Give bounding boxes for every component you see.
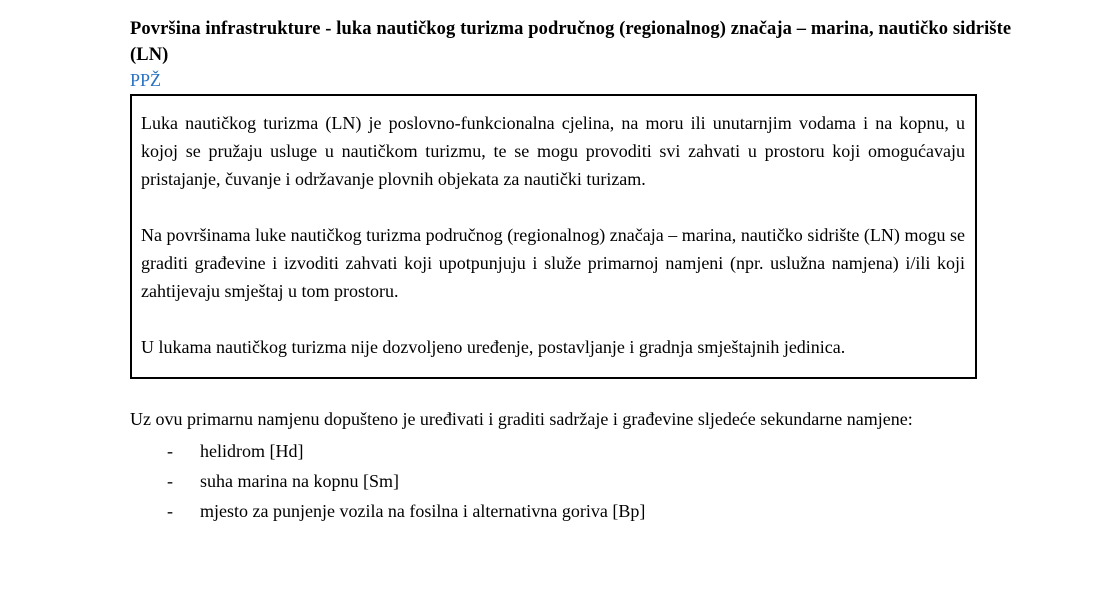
list-item	[130, 436, 1111, 466]
list-item-text: mjesto za punjenje vozila na fosilna i alternativna goriva [Bp]	[200, 501, 646, 521]
ppz-link[interactable]: PPŽ	[130, 70, 162, 90]
dash-marker: -	[167, 441, 173, 461]
box-paragraph-2: Na površinama luke nautičkog turizma područnog (regionalnog) značaja – marina, nautičko sidrište (LN) mogu se graditi građevine i izvoditi zahvati koji upotpunjuju i služe primarnoj namjeni (npr. uslužna namjena) i/ili koji zahtijevaju smještaj u tom prostoru.	[141, 225, 965, 301]
list-item-text: suha marina na kopnu [Sm]	[200, 471, 399, 491]
list-item-text: helidrom [Hd]	[200, 441, 304, 461]
list-item	[130, 496, 1111, 526]
definition-box	[130, 94, 977, 379]
section-title: Površina infrastrukture - luka nautičkog turizma područnog (regionalnog) značaja – marina, nautičko sidrište (LN)	[130, 19, 1012, 65]
list-item	[130, 466, 1111, 496]
dash-marker: -	[167, 471, 173, 491]
box-paragraph-1: Luka nautičkog turizma (LN) je poslovno-funkcionalna cjelina, na moru ili unutarnjim vodama i na kopnu, u kojoj se pružaju usluge u nautičkom turizmu, te se mogu provoditi svi zahvati u prostoru koji omogućavaju pristajanje, čuvanje i održavanje plovnih objekata za nautički turizam.	[141, 113, 965, 189]
secondary-list	[130, 436, 1111, 526]
box-paragraph-3: U lukama nautičkog turizma nije dozvoljeno uređenje, postavljanje i gradnja smještajnih jedinica.	[141, 337, 846, 357]
dash-marker: -	[167, 501, 173, 521]
secondary-intro: Uz ovu primarnu namjenu dopušteno je uređivati i graditi sadržaje i građevine sljedeće sekundarne namjene:	[130, 409, 913, 429]
